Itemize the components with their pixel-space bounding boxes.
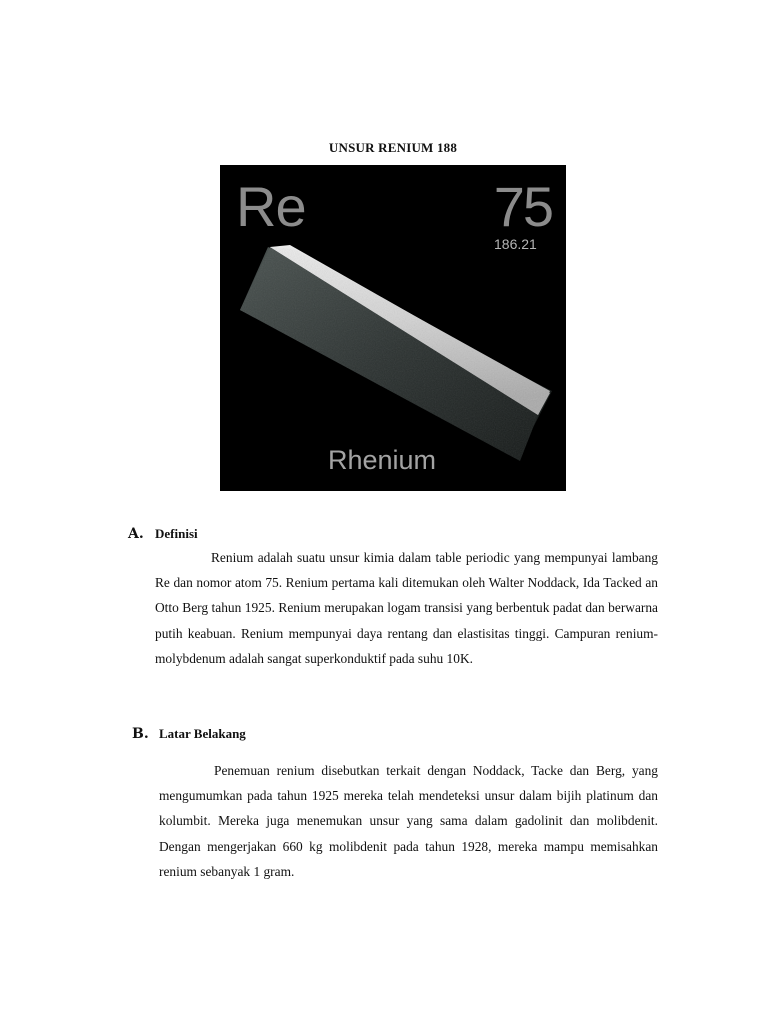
section-title: Latar Belakang — [159, 726, 246, 741]
element-symbol: Re — [236, 175, 306, 238]
document-title: UNSUR RENIUM 188 — [328, 140, 458, 155]
section-letter: B. — [132, 726, 149, 742]
section-heading-definisi — [128, 526, 198, 542]
section-heading-latar-belakang — [132, 726, 246, 742]
section-letter: A. — [128, 526, 144, 542]
rhenium-element-image — [220, 165, 566, 491]
paragraph-definisi: Renium adalah suatu unsur kimia dalam table periodic yang mempunyai lambang Re dan nomor atom 75. Renium pertama kali ditemukan oleh Walter Noddack, Ida Tacked an Otto Berg tahun 1925. Renium merupakan logam transisi yang berbentuk padat dan berwarna putih keabuan. Renium mempunyai daya rentang dan elastisitas tinggi. Campuran renium-molybdenum adalah sangat superkonduktif pada suhu 10K. — [155, 550, 658, 666]
atomic-number: 75 — [493, 175, 552, 238]
paragraph-latar-belakang: Penemuan renium disebutkan terkait dengan Noddack, Tacke dan Berg, yang mengumumkan pada tahun 1925 mereka telah mendeteksi unsur dalam bijih platinum dan kolumbit. Mereka juga menemukan unsur yang sama dalam gadolinit dan molibdenit. Dengan mengerjakan 660 kg molibdenit pada tahun 1928, mereka mampu memisahkan renium sebanyak 1 gram. — [159, 763, 658, 879]
section-title: Definisi — [155, 526, 198, 541]
atomic-mass: 186.21 — [494, 236, 537, 252]
element-name: Rhenium — [328, 445, 437, 475]
